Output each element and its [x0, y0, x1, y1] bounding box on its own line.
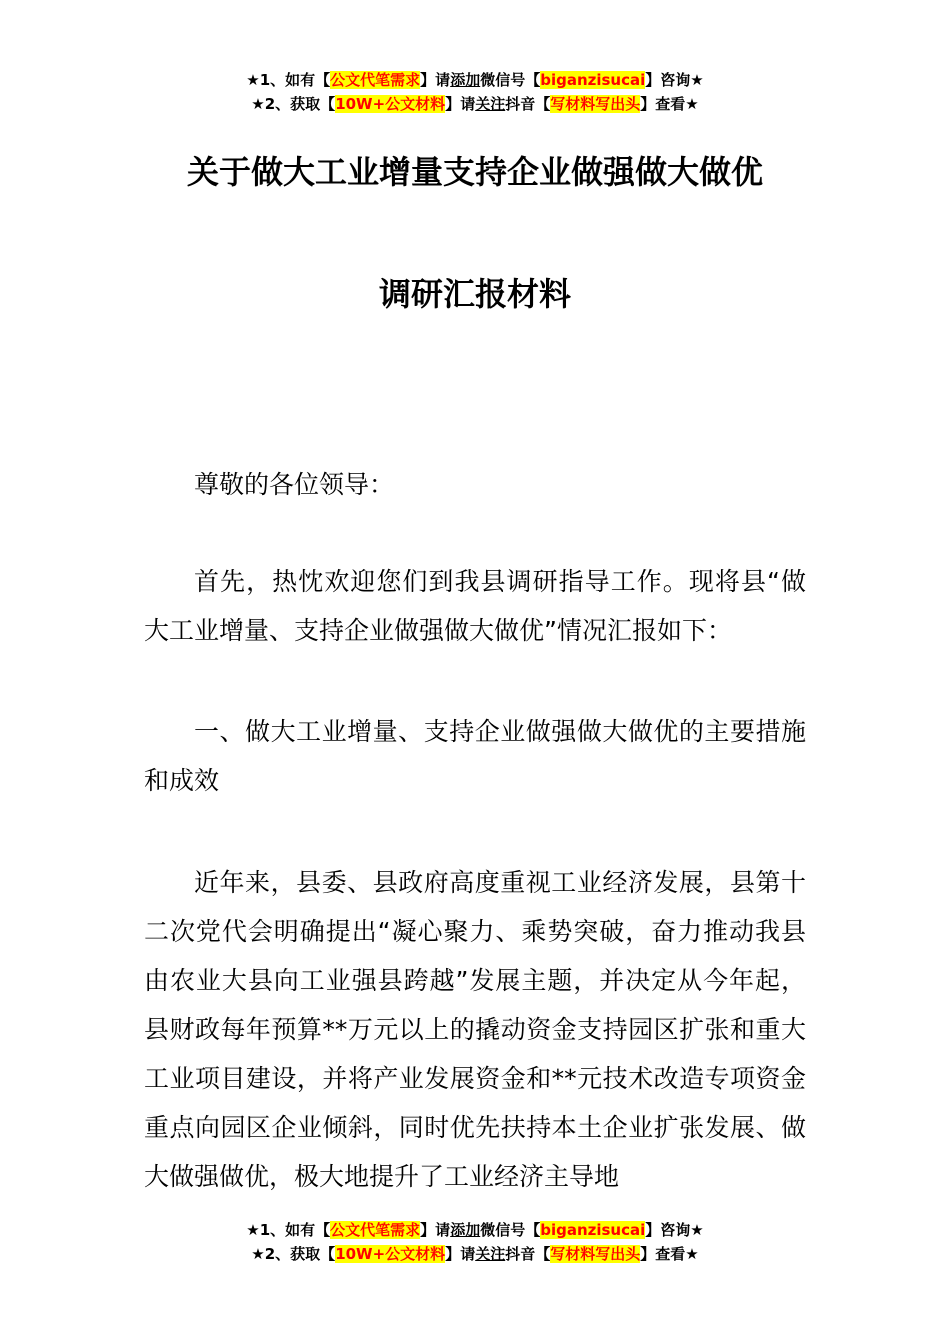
- banner-text: ★1、如有【: [246, 1221, 331, 1239]
- greeting-paragraph: 尊敬的各位领导：: [194, 470, 395, 499]
- banner-text: ★2、获取【: [251, 95, 336, 113]
- banner-underline: 添加: [450, 1221, 481, 1239]
- banner-highlight: 10W+公文材料: [335, 1245, 446, 1263]
- banner-line-1: [0, 68, 950, 92]
- banner-highlight: 10W+公文材料: [335, 95, 446, 113]
- banner-text: 微信号【: [480, 71, 541, 89]
- banner-underline: 关注: [475, 1245, 506, 1263]
- banner-text: 】请: [445, 95, 476, 113]
- top-banner: [0, 68, 950, 116]
- body-paragraph-1: 近年来，县委、县政府高度重视工业经济发展，县第十二次党代会明确提出“凝心聚力、乘势突破，奋力推动我县由农业大县向工业强县跨越”发展主题，并决定从今年起，县财政每年预算**万元以上的撬动资金支持园区扩张和重大工业项目建设，并将产业发展资金和**元技术改造专项资金重点向园区企业倾斜，同时优先扶持本土企业扩张发展、做大做强做优，极大地提升了工业经济主导地: [144, 868, 806, 1191]
- banner-line-2: [0, 1242, 950, 1266]
- banner-highlight: 写材料写出头: [550, 1245, 641, 1263]
- banner-text: 】查看★: [640, 1245, 699, 1263]
- banner-highlight: 公文代笔需求: [330, 71, 421, 89]
- banner-text: 微信号【: [480, 1221, 541, 1239]
- banner-text: 抖音【: [505, 1245, 551, 1263]
- section-heading-1: 一、做大工业增量、支持企业做强做大做优的主要措施和成效: [144, 717, 806, 795]
- banner-text: 】请: [420, 1221, 451, 1239]
- banner-text: ★1、如有【: [246, 71, 331, 89]
- banner-underline: 添加: [450, 71, 481, 89]
- page-title-line-1: 关于做大工业增量支持企业做强做大做优: [186, 153, 763, 191]
- banner-line-2: [0, 92, 950, 116]
- banner-underline: 关注: [475, 95, 506, 113]
- banner-text: 】咨询★: [645, 1221, 704, 1239]
- banner-text: 】咨询★: [645, 71, 704, 89]
- banner-text: 】请: [445, 1245, 476, 1263]
- bottom-banner: [0, 1218, 950, 1266]
- banner-text: ★2、获取【: [251, 1245, 336, 1263]
- banner-text: 抖音【: [505, 95, 551, 113]
- banner-highlight: 写材料写出头: [550, 95, 641, 113]
- banner-text: 】查看★: [640, 95, 699, 113]
- banner-line-1: [0, 1218, 950, 1242]
- banner-text: 】请: [420, 71, 451, 89]
- intro-paragraph: 首先，热忱欢迎您们到我县调研指导工作。现将县“做大工业增量、支持企业做强做大做优”情况汇报如下：: [144, 567, 806, 645]
- banner-highlight: biganzisucai: [540, 1221, 646, 1239]
- banner-highlight: 公文代笔需求: [330, 1221, 421, 1239]
- page-title-line-2: 调研汇报材料: [378, 275, 571, 313]
- banner-highlight: biganzisucai: [540, 71, 646, 89]
